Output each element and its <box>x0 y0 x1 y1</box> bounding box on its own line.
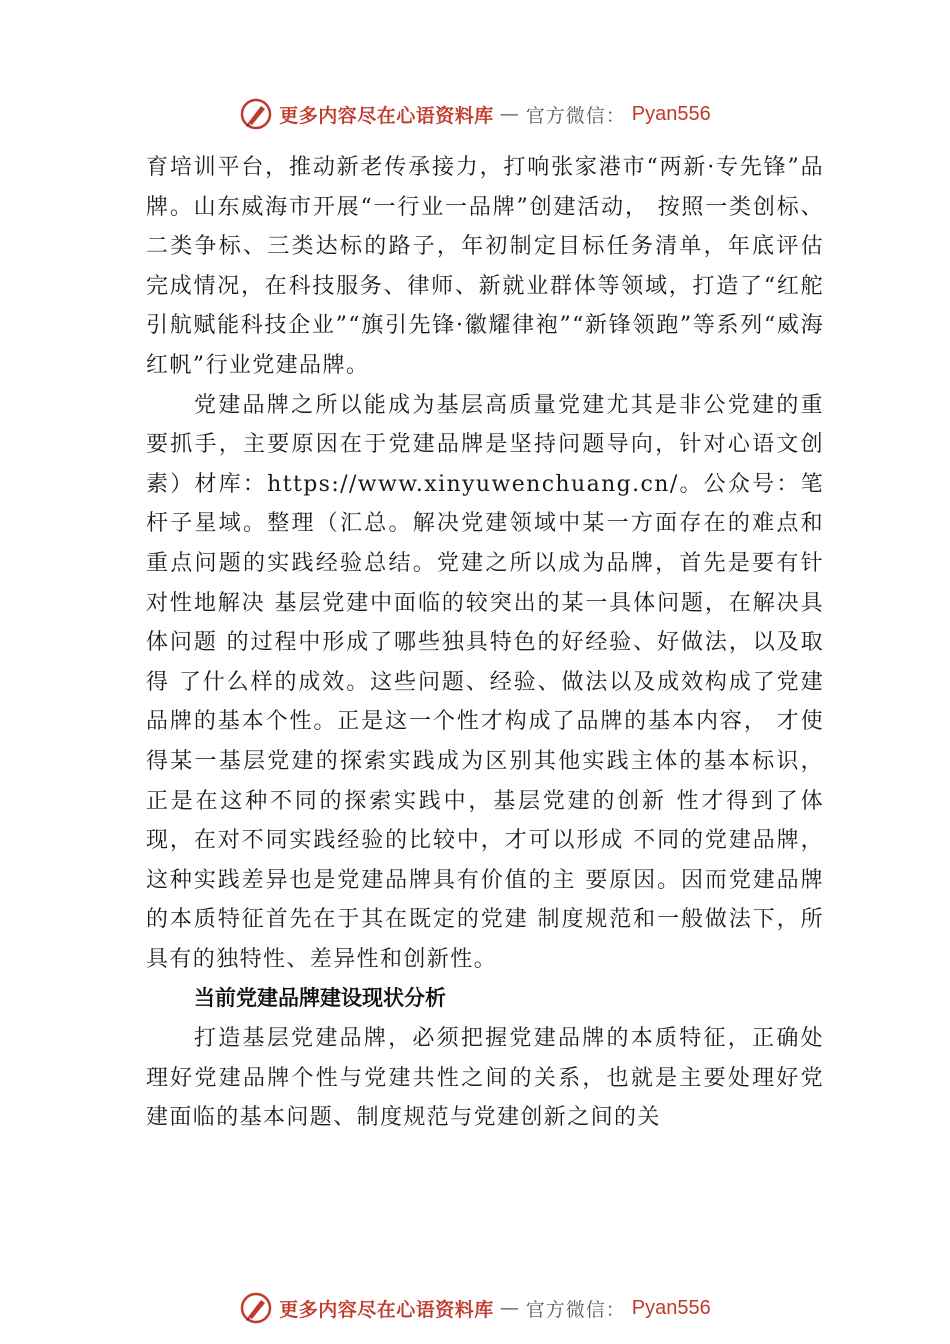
footer-banner <box>0 1286 950 1330</box>
footer-official-label: 官方微信： <box>525 1298 626 1321</box>
header-banner <box>0 92 950 136</box>
document-body <box>146 148 824 1138</box>
paragraph-1: 育培训平台，推动新老传承接力，打响张家港市“两新·专先锋”品牌。山东威海市开展“一行业一品牌”创建活动， 按照一类创标、二类争标、三类达标的路子，年初制定目标任务清单，年底评估完成情况，在科技服务、律师、新就业群体等领域，打造了“红舵引航赋能科技企业”“旗引先锋·徽耀律袍”“新锋领跑”等系列“威海红帆”行业党建品牌。 <box>146 155 824 378</box>
section-heading: 当前党建品牌建设现状分析 <box>194 986 446 1011</box>
header-dash: — <box>499 103 520 125</box>
footer-dash: — <box>499 1297 520 1319</box>
header-official-label: 官方微信： <box>525 104 626 127</box>
header-promo-text: 更多内容尽在心语资料库 <box>279 104 494 127</box>
footer-wechat-id: Pyan556 <box>631 1296 711 1319</box>
footer-promo-text: 更多内容尽在心语资料库 <box>279 1298 494 1321</box>
header-wechat-id: Pyan556 <box>631 102 711 125</box>
paragraph-3: 打造基层党建品牌，必须把握党建品牌的本质特征，正确处理好党建品牌个性与党建共性之间的关系，也就是主要处理好党建面临的基本问题、制度规范与党建创新之间的关 <box>146 1026 824 1131</box>
paragraph-2: 党建品牌之所以能成为基层高质量党建尤其是非公党建的重要抓手，主要原因在于党建品牌是坚持问题导向，针对心语文创素）材库：https://www.xinyuwenchuang.cn/。公众号：笔杆子星域。整理（汇总。解决党建领域中某一方面存在的难点和重点问题的实践经验总结。党建之所以成为品牌，首先是要有针对性地解决 基层党建中面临的较突出的某一具体问题，在解决具体问题 的过程中形成了哪些独具特色的好经验、好做法，以及取得 了什么样的成效。这些问题、经验、做法以及成效构成了党建品牌的基本个性。正是这一个性才构成了品牌的基本内容， 才使得某一基层党建的探索实践成为区别其他实践主体的基本标识，正是在这种不同的探索实践中，基层党建的创新 性才得到了体现，在对不同实践经验的比较中，才可以形成 不同的党建品牌，这种实践差异也是党建品牌具有价值的主 要原因。因而党建品牌的本质特征首先在于其在既定的党建 制度规范和一般做法下，所具有的独特性、差异性和创新性。 <box>146 392 824 972</box>
pen-logo-icon <box>239 1291 273 1325</box>
pen-logo-icon <box>239 97 273 131</box>
